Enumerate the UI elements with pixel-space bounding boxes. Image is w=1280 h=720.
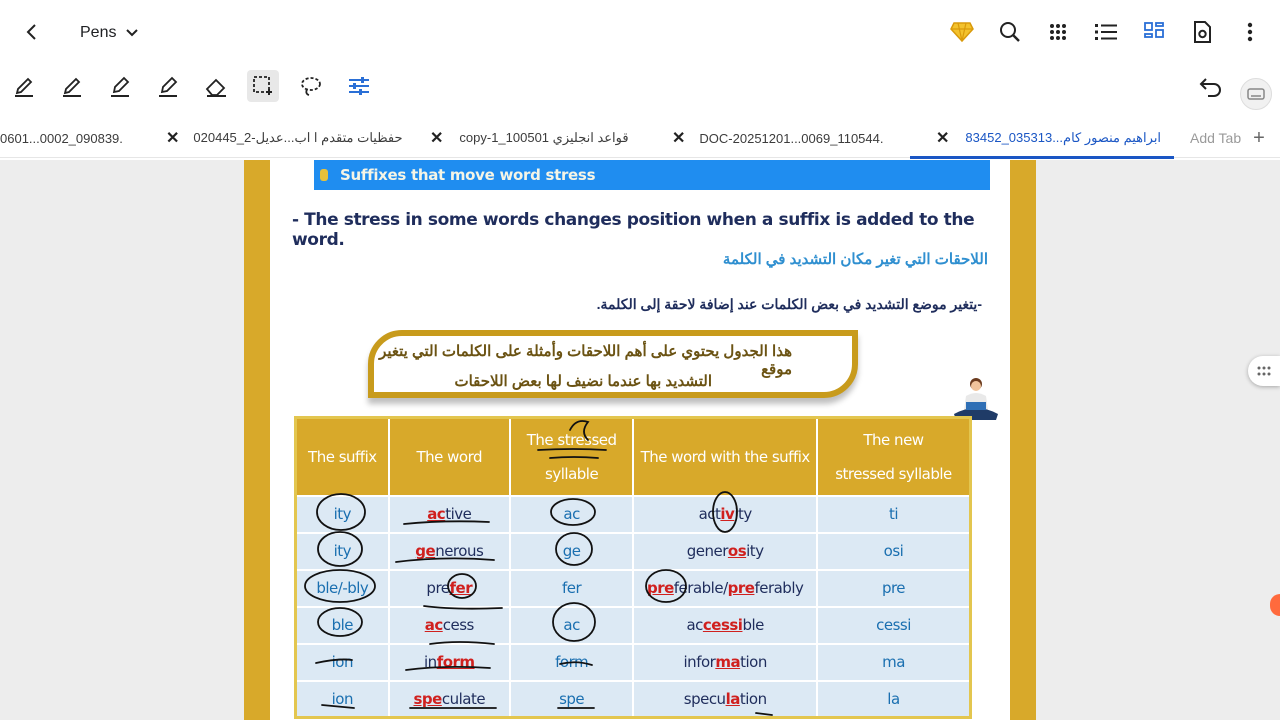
tool-mode-dropdown[interactable]	[80, 20, 138, 46]
table-header-row	[296, 418, 971, 496]
add-tab-label: Add Tab	[1190, 130, 1242, 146]
bullet-icon	[320, 169, 328, 181]
selection-tool[interactable]	[247, 70, 279, 102]
stressed-part: iv	[720, 505, 735, 523]
section-title: Suffixes that move word stress	[340, 166, 596, 184]
word-part: ity	[746, 542, 764, 560]
word-part: tion	[740, 653, 767, 671]
thumbnails-icon	[1144, 22, 1164, 42]
adjust-icon	[348, 76, 370, 96]
word-part: act	[698, 505, 721, 523]
header-word: The word	[389, 418, 510, 496]
selection-icon	[252, 75, 274, 97]
tool-mode-label: Pens	[80, 24, 117, 41]
highlighter-tool[interactable]	[104, 70, 136, 102]
eraser-icon	[204, 75, 228, 97]
stressed-part: fer	[449, 579, 473, 597]
word-part: pre	[426, 579, 450, 597]
document-viewport[interactable]	[0, 160, 1280, 720]
document-page	[244, 160, 1036, 720]
marker-tool[interactable]	[152, 70, 184, 102]
keyboard-icon	[1247, 87, 1265, 101]
new-stressed-cell: pre	[817, 570, 971, 607]
header-stressed-syllable	[510, 418, 633, 496]
suffix-cell: ity	[296, 496, 389, 533]
section-title-bar	[314, 160, 990, 190]
tab-4[interactable]	[672, 118, 883, 158]
word-part: gener	[686, 542, 728, 560]
apps-grid-icon	[1049, 23, 1067, 41]
word-with-suffix-cell	[633, 681, 817, 718]
close-icon[interactable]: ✕	[672, 130, 686, 147]
new-stressed-cell: osi	[817, 533, 971, 570]
header-new-stressed-syllable	[817, 418, 971, 496]
tab-label: copy-1_100501 قواعد انجليزي	[459, 130, 629, 145]
tab-1[interactable]	[0, 118, 123, 158]
word-cell	[389, 681, 510, 718]
word-with-suffix-cell	[633, 607, 817, 644]
word-cell	[389, 533, 510, 570]
word-part: ble	[742, 616, 764, 634]
word-cell	[389, 496, 510, 533]
table-row	[296, 533, 971, 570]
stressed-part: pre	[727, 579, 755, 597]
word-part: ferable/	[673, 579, 728, 597]
stressed-part: ac	[427, 505, 446, 523]
table-row	[296, 570, 971, 607]
outline-button[interactable]	[1090, 16, 1122, 48]
suffix-cell: ble/-bly	[296, 570, 389, 607]
header-new-stressed-syllable-text: The new stressed syllable	[835, 430, 952, 483]
word-part: ity	[734, 505, 752, 523]
lasso-icon	[299, 75, 323, 97]
english-intro: - The stress in some words changes position when a suffix is added to the word.	[292, 210, 975, 250]
undo-button[interactable]	[1196, 72, 1226, 102]
word-with-suffix-cell	[633, 533, 817, 570]
document-settings-button[interactable]	[1186, 16, 1218, 48]
close-icon[interactable]: ✕	[430, 130, 444, 147]
pen-icon	[61, 75, 83, 97]
callout-line-2: التشديد بها عندما نضيف لها بعض اللاحقات	[454, 373, 712, 390]
suffix-stress-table	[294, 416, 972, 719]
tab-label: 0601...0002_090839.	[0, 130, 123, 146]
word-cell	[389, 607, 510, 644]
table-row	[296, 681, 971, 718]
callout-line-1: هذا الجدول يحتوي على أهم اللاحقات وأمثلة على الكلمات التي يتغير موقع	[379, 343, 792, 378]
word-part: ferably	[754, 579, 804, 597]
word-part: specu	[683, 689, 726, 708]
new-stressed-cell: cessi	[817, 607, 971, 644]
annotation-toolbar	[0, 68, 1280, 108]
header-word-with-suffix: The word with the suffix	[633, 418, 817, 496]
grip-icon	[1257, 366, 1271, 376]
stressed-part: cessi	[702, 616, 743, 634]
premium-button[interactable]	[946, 16, 978, 48]
stressed-part: la	[725, 689, 740, 708]
stressed-part: ma	[715, 653, 741, 671]
word-part: tion	[739, 689, 767, 708]
word-cell	[389, 570, 510, 607]
stressed-part: os	[727, 542, 747, 560]
app-top-bar	[0, 0, 1280, 64]
highlighter-icon	[109, 75, 131, 97]
stressed-cell: form	[510, 644, 633, 681]
list-icon	[1095, 23, 1117, 41]
word-part: cess	[442, 616, 474, 634]
header-stressed-syllable-text: The stressed syllable	[526, 430, 617, 483]
add-tab-button[interactable]	[1190, 118, 1265, 158]
suffix-cell: ity	[296, 533, 389, 570]
close-icon[interactable]: ✕	[936, 130, 950, 147]
word-with-suffix-cell	[633, 496, 817, 533]
chevron-down-icon	[126, 29, 138, 37]
stressed-part: ac	[424, 616, 443, 634]
arabic-intro: -يتغير موضع التشديد في بعض الكلمات عند إضافة لاحقة إلى الكلمة.	[596, 296, 982, 312]
eraser-tool[interactable]	[200, 70, 232, 102]
undo-icon	[1199, 77, 1223, 97]
word-part: in	[424, 653, 437, 671]
search-button[interactable]	[994, 16, 1026, 48]
stressed-cell: ge	[510, 533, 633, 570]
pen-icon	[13, 75, 35, 97]
table-row	[296, 607, 971, 644]
tab-5-active[interactable]	[936, 118, 1161, 158]
tab-label: حفظيات متقدم ا اب...عديل-2_020445	[193, 130, 403, 145]
word-part: infor	[683, 653, 716, 671]
back-button[interactable]	[18, 18, 46, 46]
toolbar-collapse-button[interactable]	[1240, 78, 1272, 110]
premium-diamond-icon	[950, 21, 974, 43]
new-stressed-cell: ma	[817, 644, 971, 681]
suffix-cell: ion	[296, 644, 389, 681]
suffix-cell: ble	[296, 607, 389, 644]
document-tab-bar	[0, 118, 1280, 158]
stressed-cell: fer	[510, 570, 633, 607]
stressed-cell: ac	[510, 607, 633, 644]
stressed-part: ge	[415, 542, 436, 560]
tab-label: ابراهيم منصور كام...035313_83452	[965, 130, 1162, 145]
table-row	[296, 644, 971, 681]
word-part: culate	[441, 689, 486, 708]
lasso-tool[interactable]	[295, 70, 327, 102]
header-suffix: The suffix	[296, 418, 389, 496]
tab-3[interactable]	[430, 118, 629, 158]
more-vertical-icon	[1247, 22, 1253, 42]
apps-button[interactable]	[1042, 16, 1074, 48]
word-part: nerous	[435, 542, 484, 560]
pen-tool[interactable]	[8, 70, 40, 102]
active-tab-indicator	[910, 156, 1174, 159]
stressed-part: spe	[413, 689, 442, 708]
word-cell	[389, 644, 510, 681]
search-icon	[999, 21, 1021, 43]
floating-action-handle[interactable]	[1270, 594, 1280, 616]
close-icon[interactable]: ✕	[166, 130, 180, 147]
stressed-part: pre	[646, 579, 674, 597]
new-stressed-cell: ti	[817, 496, 971, 533]
page-content	[270, 160, 1010, 720]
fountain-pen-tool[interactable]	[56, 70, 88, 102]
tab-2[interactable]	[166, 118, 403, 158]
thumbnails-button[interactable]	[1138, 16, 1170, 48]
side-panel-handle[interactable]	[1248, 356, 1280, 386]
info-callout	[368, 330, 858, 398]
suffix-cell: ion	[296, 681, 389, 718]
plus-icon: +	[1253, 126, 1265, 149]
stressed-cell: spe	[510, 681, 633, 718]
highlighter-icon	[157, 75, 179, 97]
back-arrow-icon	[25, 23, 39, 41]
arabic-heading: اللاحقات التي تغير مكان التشديد في الكلمة	[722, 251, 988, 268]
tab-label: DOC-20251201...0069_110544.	[699, 130, 884, 146]
word-part: ac	[686, 616, 703, 634]
stressed-part: form	[436, 653, 475, 671]
document-settings-icon	[1193, 21, 1211, 43]
new-stressed-cell: la	[817, 681, 971, 718]
more-options-button[interactable]	[1234, 16, 1266, 48]
word-part: tive	[445, 505, 472, 523]
table-row	[296, 496, 971, 533]
word-with-suffix-cell	[633, 644, 817, 681]
stressed-cell: ac	[510, 496, 633, 533]
word-with-suffix-cell	[633, 570, 817, 607]
adjust-tool[interactable]	[343, 70, 375, 102]
